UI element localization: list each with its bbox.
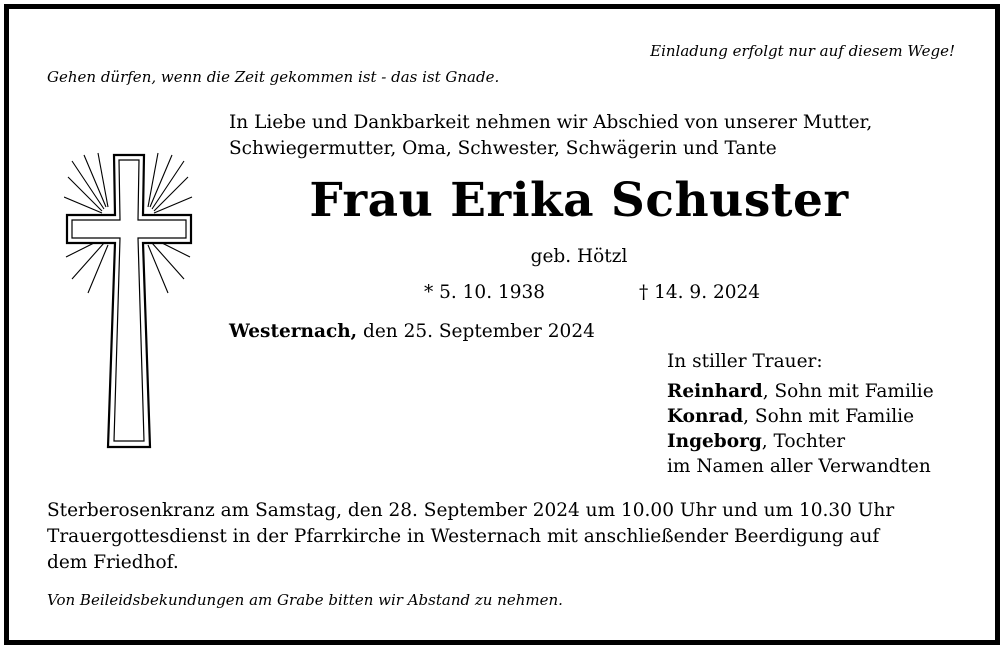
condolence-note: Von Beileidsbekundungen am Grabe bitten wir Abstand zu nehmen. (47, 591, 563, 609)
list-item (667, 429, 934, 454)
mourners-list (667, 379, 934, 479)
service-line-3: dem Friedhof. (47, 552, 179, 573)
list-item (667, 404, 934, 429)
cross-with-rays-icon (64, 147, 194, 452)
mourner-relation: , Sohn mit Familie (743, 406, 915, 427)
date: den 25. September 2024 (357, 321, 595, 342)
intro-line-2: Schwiegermutter, Oma, Schwester, Schwägerin und Tante (229, 138, 777, 159)
mourner-relation: , Sohn mit Familie (762, 381, 934, 402)
mourner-name: Reinhard (667, 381, 763, 402)
motto: Gehen dürfen, wenn die Zeit gekommen ist - das ist Gnade. (47, 68, 500, 86)
mourner-name: Konrad (667, 406, 744, 427)
mourning-closing: im Namen aller Verwandten (667, 456, 931, 477)
service-info (47, 498, 894, 576)
birth-date: * 5. 10. 1938 (424, 282, 546, 303)
mourner-name: Ingeborg (667, 431, 762, 452)
place: Westernach, (229, 321, 358, 342)
mourning-intro: In stiller Trauer: (667, 351, 823, 372)
mourner-relation: , Tochter (761, 431, 846, 452)
intro-text (229, 110, 872, 162)
list-item (667, 379, 934, 404)
death-date: † 14. 9. 2024 (639, 282, 761, 303)
service-line-1: Sterberosenkranz am Samstag, den 28. September 2024 um 10.00 Uhr und um 10.30 Uhr (47, 500, 895, 521)
invitation-notice: Einladung erfolgt nur auf diesem Wege! (650, 42, 955, 60)
intro-line-1: In Liebe und Dankbarkeit nehmen wir Abschied von unserer Mutter, (229, 112, 873, 133)
maiden-name: geb. Hötzl (530, 246, 628, 267)
deceased-name: Frau Erika Schuster (309, 173, 849, 228)
place-and-date (229, 321, 595, 342)
obituary-notice (4, 4, 1000, 645)
service-line-2: Trauergottesdienst in der Pfarrkirche in Westernach mit anschließender Beerdigung auf (47, 526, 880, 547)
